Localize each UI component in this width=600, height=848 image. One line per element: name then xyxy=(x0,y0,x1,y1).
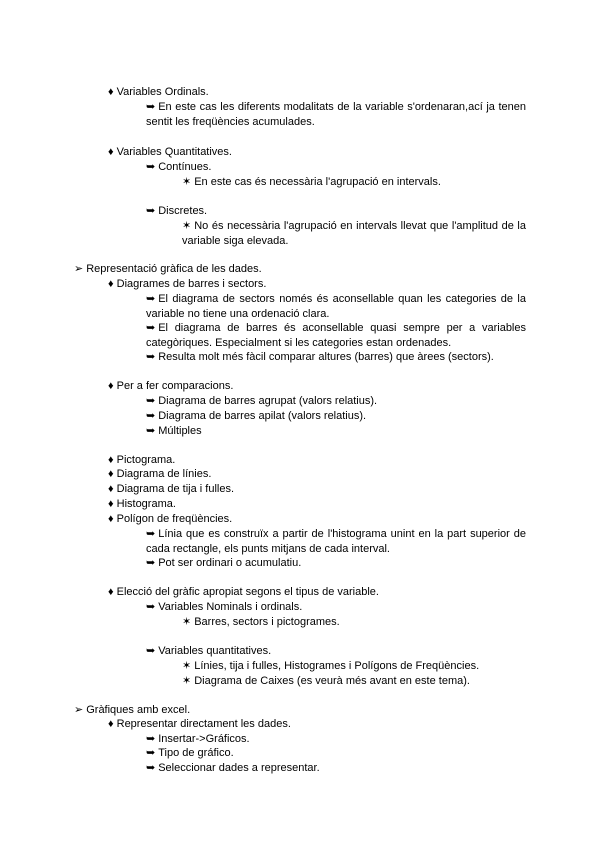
barres-note-3: ➥ Resulta molt més fàcil comparar altures (barres) que àrees (sectors). xyxy=(146,351,494,363)
arrow-bullet-icon: ➥ xyxy=(146,322,156,334)
nominals-note: ✶ Barres, sectors i pictogrames. xyxy=(182,616,340,628)
heading-grafiques-excel: ➢ Gràfiques amb excel. xyxy=(74,704,191,716)
chevron-bullet-icon: ➢ xyxy=(74,704,84,716)
diamond-bullet-icon: ♦ xyxy=(108,718,114,730)
bullet-comparacions: ♦ Per a fer comparacions. xyxy=(108,380,234,392)
bullet-diagrama-linies: ♦ Diagrama de línies. xyxy=(108,468,212,480)
bullet-eleccio-grafic: ♦ Elecció del gràfic apropiat segons el tipus de variable. xyxy=(108,586,379,598)
bullet-pictograma: ♦ Pictograma. xyxy=(108,454,176,466)
ordinals-note: ➥ En este cas les diferents modalitats de la variable s'ordenaran,ací ja tenen sentit les freqüències acumulades. xyxy=(146,101,526,128)
barres-note-2: ➥ El diagrama de barres és aconsellable quasi sempre per a variables categòriques. Especialment si les categories estan ordenades. xyxy=(146,322,526,349)
diamond-bullet-icon: ♦ xyxy=(108,278,114,290)
arrow-bullet-icon: ➥ xyxy=(146,528,156,540)
arrow-bullet-icon: ➥ xyxy=(146,645,156,657)
arrow-bullet-icon: ➥ xyxy=(146,747,156,759)
diamond-bullet-icon: ♦ xyxy=(108,86,114,98)
arrow-bullet-icon: ➥ xyxy=(146,351,156,363)
arrow-bullet-icon: ➥ xyxy=(146,733,156,745)
star-bullet-icon: ✶ xyxy=(182,616,192,628)
arrow-bullet-icon: ➥ xyxy=(146,395,156,407)
excel-step-1: ➥ Insertar->Gráficos. xyxy=(146,733,250,745)
star-bullet-icon: ✶ xyxy=(182,220,192,232)
discretes-note: ✶ No és necessària l'agrupació en intervals llevat que l'amplitud de la variable siga elevada. xyxy=(182,220,526,247)
arrow-bullet-icon: ➥ xyxy=(146,101,156,113)
excel-step-3: ➥ Seleccionar dades a representar. xyxy=(146,762,320,774)
heading-representacio-grafica: ➢ Representació gràfica de les dades. xyxy=(74,263,262,275)
comp-note-3: ➥ Múltiples xyxy=(146,425,202,437)
diamond-bullet-icon: ♦ xyxy=(108,483,114,495)
bullet-histograma: ♦ Histograma. xyxy=(108,498,176,510)
bullet-poligon: ♦ Polígon de freqüències. xyxy=(108,513,233,525)
diamond-bullet-icon: ♦ xyxy=(108,586,114,598)
arrow-bullet-icon: ➥ xyxy=(146,410,156,422)
sub-discretes: ➥ Discretes. xyxy=(146,205,208,217)
poligon-note-2: ➥ Pot ser ordinari o acumulatiu. xyxy=(146,557,302,569)
diamond-bullet-icon: ♦ xyxy=(108,454,114,466)
sub-continues: ➥ Contínues. xyxy=(146,161,212,173)
sub-variables-nominals: ➥ Variables Nominals i ordinals. xyxy=(146,601,303,613)
continues-note: ✶ En este cas és necessària l'agrupació en intervals. xyxy=(182,176,441,188)
diamond-bullet-icon: ♦ xyxy=(108,380,114,392)
bullet-representar-directament: ♦ Representar directament les dades. xyxy=(108,718,291,730)
comp-note-2: ➥ Diagrama de barres apilat (valors relatius). xyxy=(146,410,367,422)
quantitatives-note-2: ✶ Diagrama de Caixes (es veurà més avant en este tema). xyxy=(182,675,470,687)
poligon-note-1: ➥ Línia que es construïx a partir de l'histograma unint en la part superior de cada rectangle, els punts mitjans de cada interval. xyxy=(146,528,526,555)
bullet-variables-quantitatives: ♦ Variables Quantitatives. xyxy=(108,146,232,158)
diamond-bullet-icon: ♦ xyxy=(108,146,114,158)
diamond-bullet-icon: ♦ xyxy=(108,498,114,510)
arrow-bullet-icon: ➥ xyxy=(146,293,156,305)
sub-variables-quantitatives: ➥ Variables quantitatives. xyxy=(146,645,272,657)
excel-step-2: ➥ Tipo de gráfico. xyxy=(146,747,234,759)
bullet-diagrames-barres: ♦ Diagrames de barres i sectors. xyxy=(108,278,267,290)
arrow-bullet-icon: ➥ xyxy=(146,161,156,173)
star-bullet-icon: ✶ xyxy=(182,660,192,672)
diamond-bullet-icon: ♦ xyxy=(108,513,114,525)
diamond-bullet-icon: ♦ xyxy=(108,468,114,480)
star-bullet-icon: ✶ xyxy=(182,176,192,188)
arrow-bullet-icon: ➥ xyxy=(146,205,156,217)
chevron-bullet-icon: ➢ xyxy=(74,263,84,275)
comp-note-1: ➥ Diagrama de barres agrupat (valors relatius). xyxy=(146,395,378,407)
bullet-variables-ordinals: ♦ Variables Ordinals. xyxy=(108,86,209,98)
star-bullet-icon: ✶ xyxy=(182,675,192,687)
arrow-bullet-icon: ➥ xyxy=(146,425,156,437)
quantitatives-note-1: ✶ Línies, tija i fulles, Histogrames i Polígons de Freqüències. xyxy=(182,660,480,672)
bullet-tija-fulles: ♦ Diagrama de tija i fulles. xyxy=(108,483,235,495)
barres-note-1: ➥ El diagrama de sectors només és aconsellable quan les categories de la variable no tiene una ordenació clara. xyxy=(146,293,526,320)
arrow-bullet-icon: ➥ xyxy=(146,762,156,774)
arrow-bullet-icon: ➥ xyxy=(146,557,156,569)
arrow-bullet-icon: ➥ xyxy=(146,601,156,613)
